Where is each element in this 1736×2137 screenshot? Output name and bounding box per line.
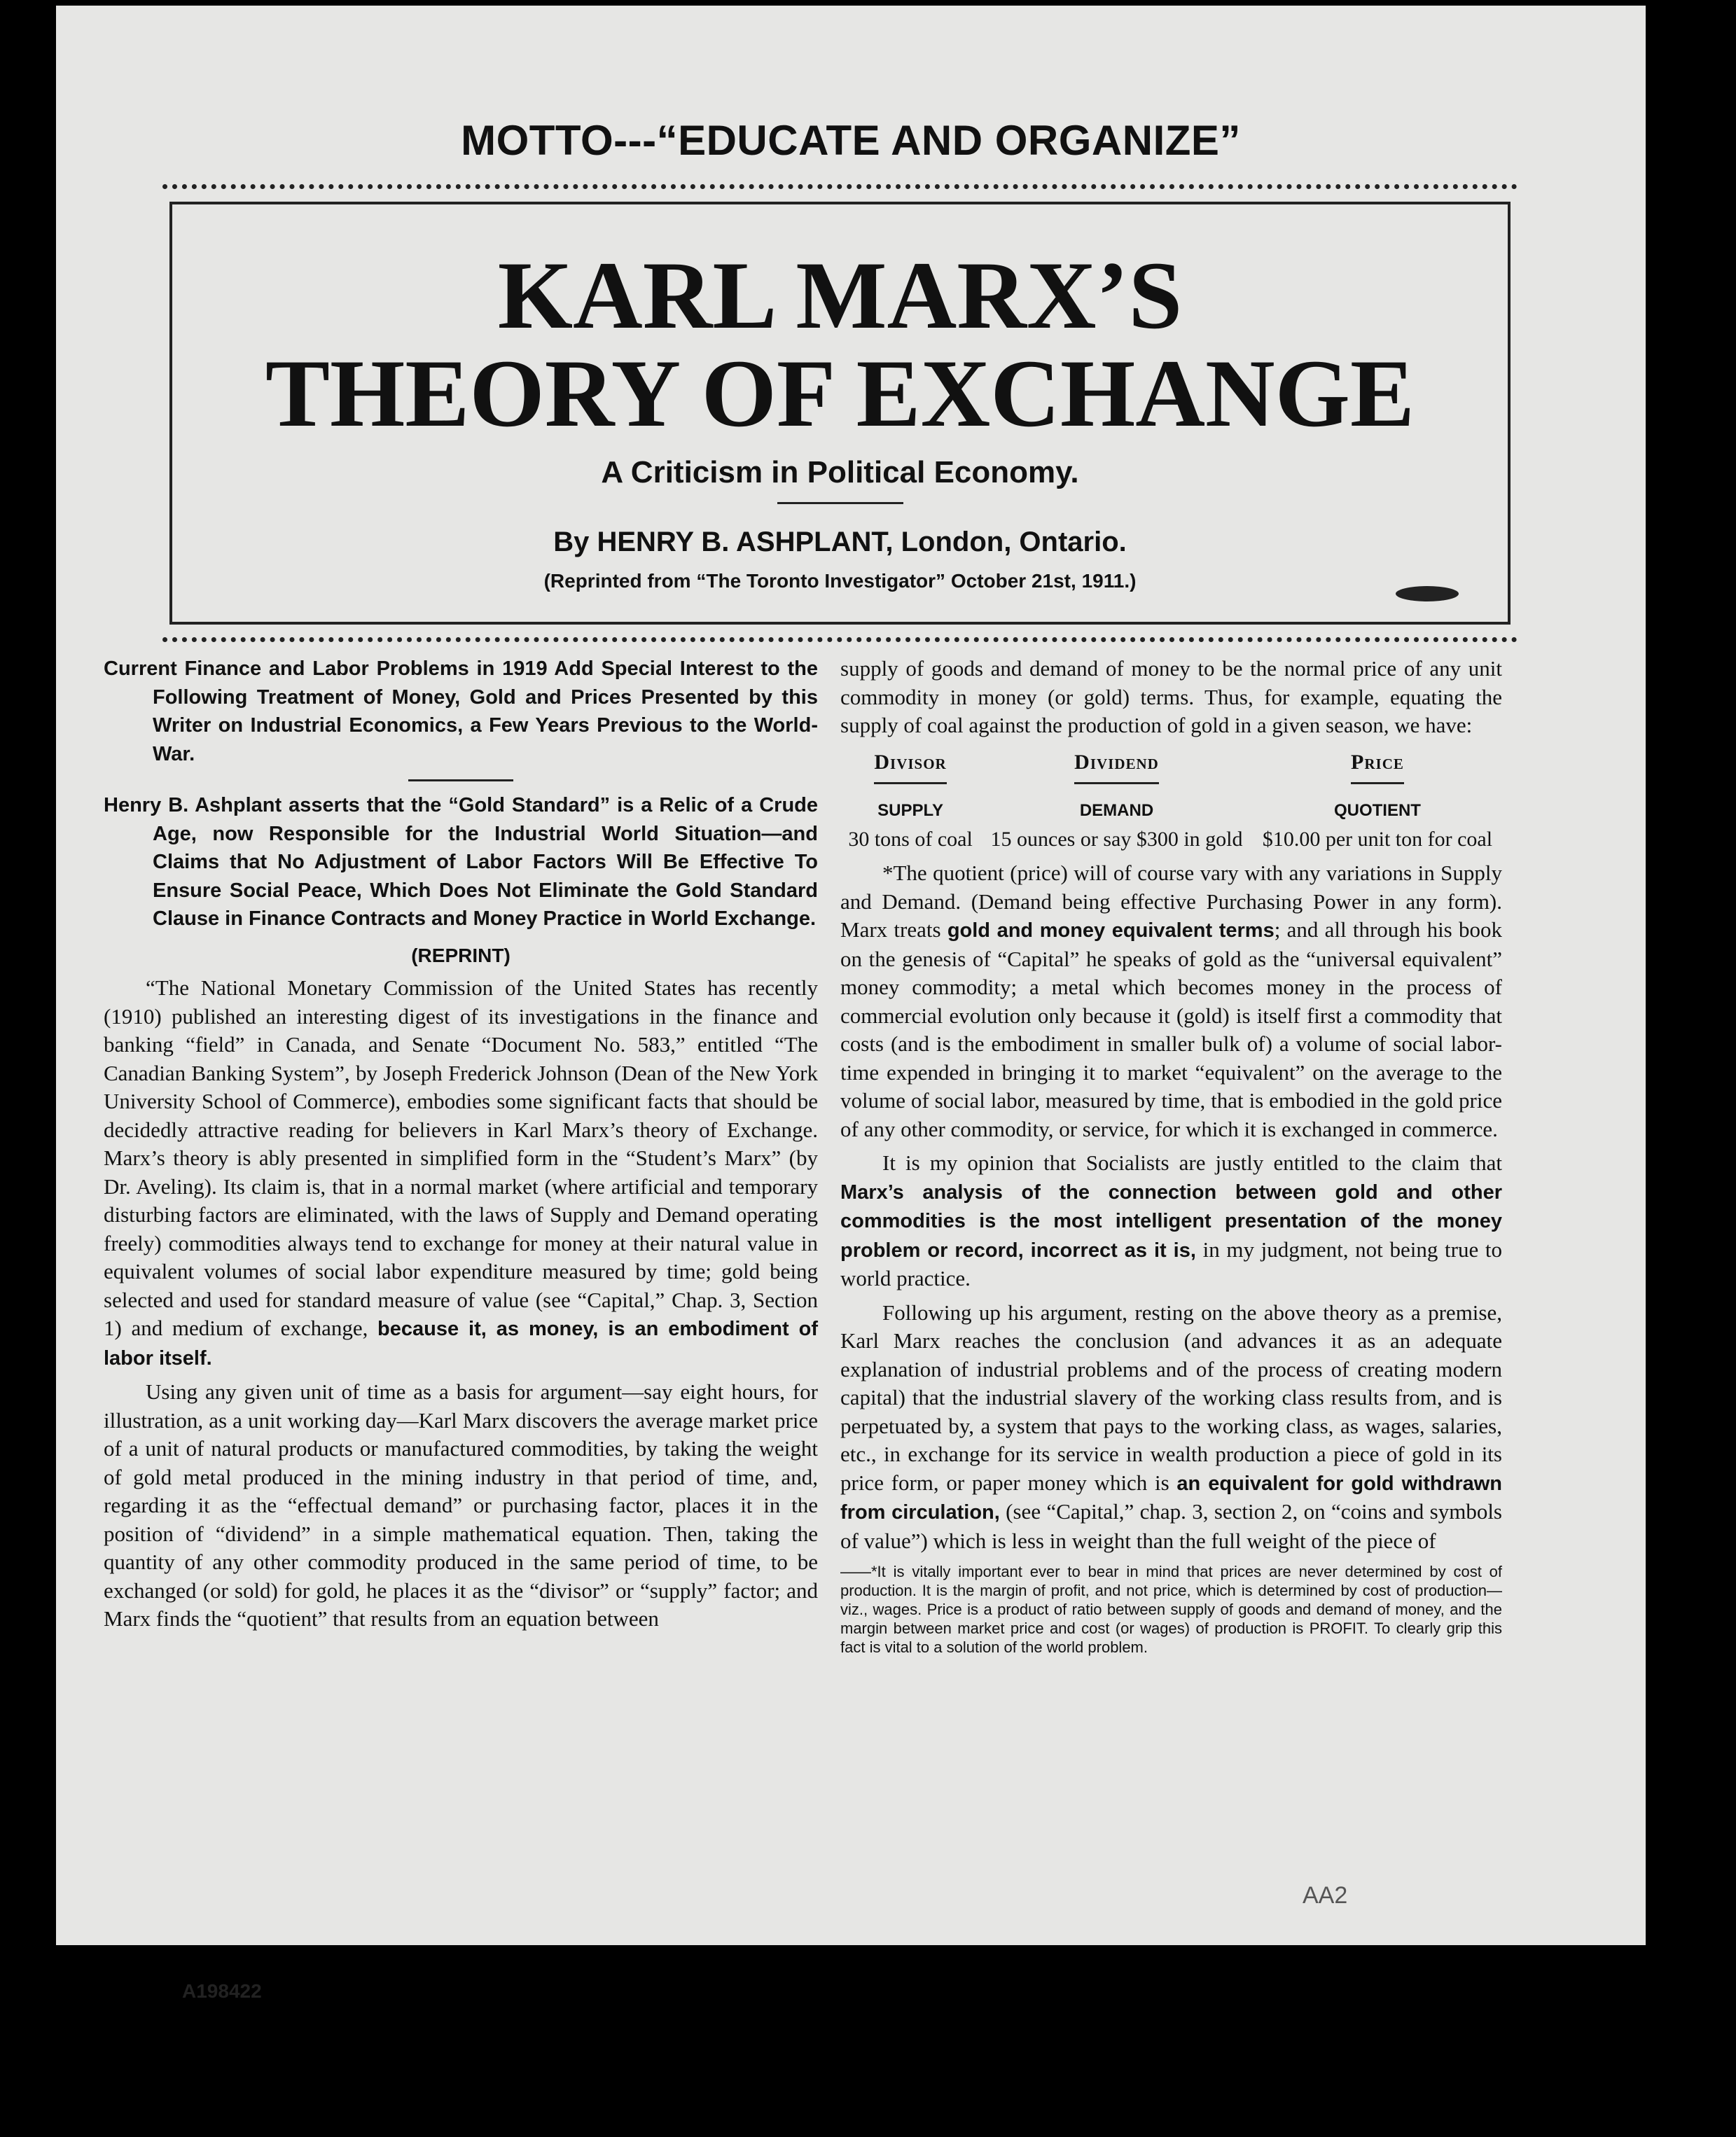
handwritten-code: AA2 — [1303, 1882, 1348, 1909]
body-paragraph-4-text-a: *The quotient (price) will of course vary with any variations in Supply and Demand. (Demand being effective Purchasing Power in any form). Marx treats — [840, 861, 1502, 942]
reprint-note: (Reprinted from “The Toronto Investigator” October 21st, 1911.) — [543, 570, 1137, 592]
body-paragraph-5-text-a: It is my opinion that Socialists are justly entitled to the claim that — [882, 1150, 1502, 1175]
motto-heading: MOTTO---“EDUCATE AND ORGANIZE” — [461, 117, 1241, 164]
intro-divider — [408, 779, 513, 781]
title-divider — [777, 502, 903, 504]
table-header-divisor: Divisor — [840, 749, 980, 785]
intro-paragraph-1: Current Finance and Labor Problems in 1919 Add Special Interest to the Following Treatment of Money, Gold and Prices Presented by this Writer on Industrial Economics, a Few Years Previous to the World-War. — [104, 657, 818, 765]
table-subheader-supply: SUPPLY — [877, 801, 943, 820]
body-paragraph-5 — [840, 1149, 1502, 1293]
body-paragraph-3: supply of goods and demand of money to be the normal price of any unit commodity in money (or gold) terms. Thus, for example, equating the supply of coal against the production of gold in a given season, we have: — [840, 656, 1502, 737]
title-box — [169, 202, 1511, 625]
body-paragraph-4-emphasis: gold and money equivalent terms — [947, 919, 1275, 942]
body-paragraph-4 — [840, 859, 1502, 1143]
ornament-icon — [1396, 586, 1459, 601]
subtitle: A Criticism in Political Economy. — [601, 455, 1079, 489]
body-paragraph-5-text-b: in my judgment, not being true to world practice. — [840, 1237, 1502, 1290]
table-cell-demand: 15 ounces or say $300 in gold — [990, 827, 1243, 851]
table-cell-quotient: $10.00 per unit ton for coal — [1262, 827, 1493, 851]
footnote: ——*It is vitally important ever to bear in mind that prices are never determined by cost of production. It is the margin of profit, and not price, which is determined by cost of production—viz., wages. Price is a product of ratio between supply of goods and demand of money, and the margin between market price and cost (or wages) of production is PROFIT. To clearly grip this fact is vital to a solution of the world problem. — [840, 1563, 1502, 1656]
right-column — [840, 655, 1502, 1657]
title-frame — [162, 184, 1518, 642]
table-subheader-quotient: QUOTIENT — [1333, 801, 1421, 820]
table-subheader-demand: DEMAND — [1079, 801, 1154, 820]
table-header-dividend: Dividend — [980, 749, 1253, 785]
left-column — [104, 655, 818, 1634]
intro-paragraph-2: Henry B. Ashplant asserts that the “Gold Standard” is a Relic of a Crude Age, now Responsible for the Industrial World Situation—and Claims that No Adjustment of Labor Factors Will Be Effective To Ensure Social Peace, Which Does Not Eliminate the Gold Standard Clause in Finance Contracts and Money Practice in World Exchange. — [104, 794, 818, 930]
title-line-1: KARL MARX’S — [497, 242, 1183, 349]
body-paragraph-6-text-a: Following up his argument, resting on the above theory as a premise, Karl Marx reaches the conclusion (and advances it as an adequate explanation of industrial problems and of the process of creating modern capital) that the industrial slavery of the working class results from, and is perpetuated by, a system that pays to the working class, as wages, salaries, etc., in exchange for its service in wealth production a piece of gold in its price form, or paper money which is — [840, 1300, 1502, 1495]
body-paragraph-1-emphasis: because it, as money, is an embodiment of labor itself. — [104, 1318, 818, 1370]
body-paragraph-1 — [104, 974, 818, 1372]
body-paragraph-6-emphasis: an equivalent for gold withdrawn from circulation, — [840, 1472, 1503, 1524]
table-cell-supply: 30 tons of coal — [848, 827, 973, 851]
body-paragraph-1-text: “The National Monetary Commission of the United States has recently (1910) published an interesting digest of its investigations in the finance and banking “field” in Canada, and Senate “Document No. 583,” entitled “The Canadian Banking System”, by Joseph Frederick Johnson (Dean of the New York University School of Commerce), embodies some significant facts that should be decidedly attractive reading for believers in Karl Marx’s theory of Exchange. Marx’s theory is ably presented in simplified form in the “Student’s Marx” (by Dr. Aveling). Its claim is, that in a normal market (where artificial and temporary disturbing factors are eliminated, with the laws of Supply and Demand operating freely) commodities always tend to exchange for money at their natural value in equivalent volumes of social labor expenditure measured by time; gold being selected and used for standard measure of value (see “Capital,” Chap. 3, Section 1) and medium of exchange, — [104, 975, 818, 1340]
byline: By HENRY B. ASHPLANT, London, Ontario. — [553, 527, 1127, 557]
body-paragraph-5-emphasis: Marx’s analysis of the connection between gold and other commodities is the most intelligent presentation of the money problem or record, incorrect as it is, — [840, 1181, 1502, 1262]
exchange-table — [840, 749, 1502, 854]
body-paragraph-6 — [840, 1299, 1502, 1556]
stamp-code: A198422 — [182, 1980, 262, 2002]
body-paragraph-6-text-b: (see “Capital,” chap. 3, section 2, on “coins and symbols of value”) which is less in weight than the full weight of the piece of — [840, 1499, 1502, 1553]
reprint-label: (REPRINT) — [411, 944, 511, 966]
title-line-2: THEORY OF EXCHANGE — [265, 340, 1415, 447]
table-header-price: Price — [1253, 749, 1502, 785]
body-paragraph-4-text-b: ; and all through his book on the genesis of “Capital” he speaks of gold as the “universal equivalent” money commodity; a metal which becomes money in the process of commercial evolution only because it (gold) is itself first a commodity that costs (and is the embodiment in smaller bulk of) a volume of social labor-time expended in bringing it to market “equivalent” on the average to the volume of social labor, measured by time, that is embodied in the gold price of any other commodity, or service, for which it is exchanged in commerce. — [840, 917, 1503, 1141]
body-paragraph-2: Using any given unit of time as a basis for argument—say eight hours, for illustration, as a unit working day—Karl Marx discovers the average market price of a unit of natural products or manufactured commodities, by taking the weight of gold metal produced in the mining industry in that period of time, and, regarding it as the “effectual demand” or purchasing factor, places it in the position of “dividend” in a simple mathematical equation. Then, taking the quantity of any other commodity produced in the same period of time, to be exchanged (or sold) for gold, he places it as the “divisor” or “supply” factor; and Marx finds the “quotient” that results from an equation between — [104, 1379, 818, 1631]
